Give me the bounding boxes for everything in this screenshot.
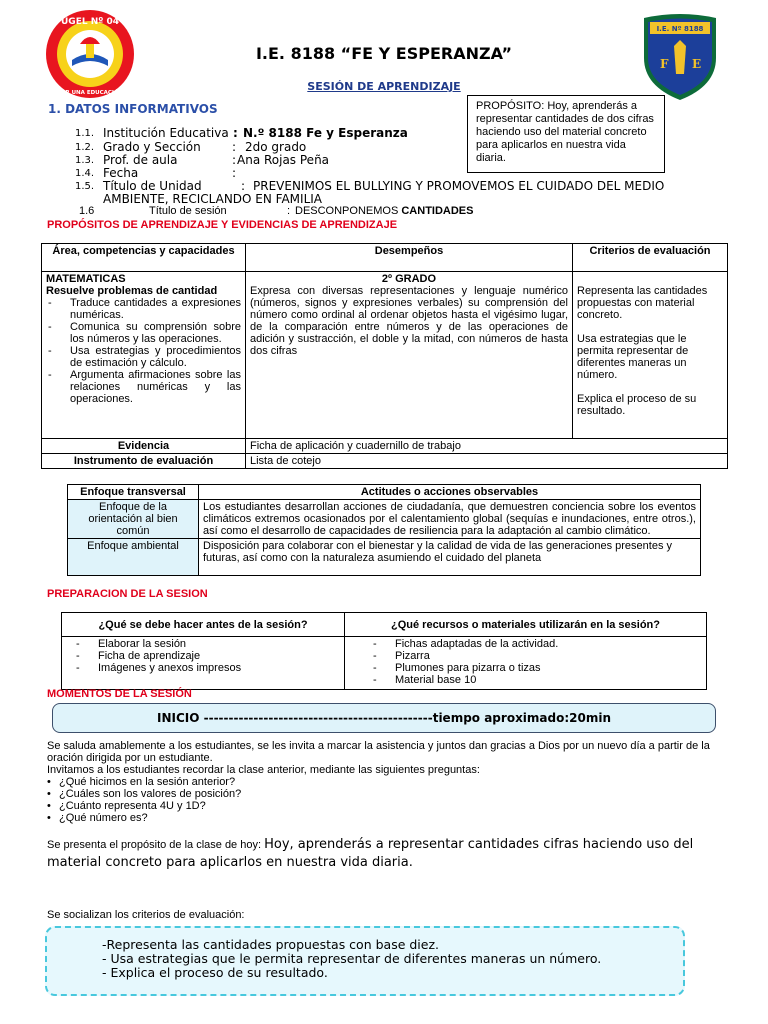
col-area: Área, competencias y capacidades (42, 244, 246, 272)
list-item: - Comunica su comprensión sobre los números y las operaciones. (46, 321, 241, 345)
page-title: I.E. 8188 “FE Y ESPERANZA” (255, 44, 513, 63)
antes-list (66, 638, 340, 674)
questions-list (47, 776, 727, 824)
inicio-banner: INICIO ----------------------------------------------tiempo aproximado:20min (52, 703, 716, 733)
list-item: • ¿Qué hicimos en la sesión anterior? (47, 776, 727, 788)
list-item: - Ficha de aprendizaje (74, 650, 340, 662)
paragraph: Se saluda amablemente a los estudiantes, se les invita a marcar la asistencia y juntos dan gracias a Dios por un nuevo día a partir de la oración dirigida por un estudiante. (47, 740, 710, 764)
list-item: - Usa estrategias y procedimientos de estimación y cálculo. (46, 345, 241, 369)
momentos-body (47, 740, 727, 824)
paragraph: Invitamos a los estudiantes recordar la clase anterior, mediante las siguientes preguntas: (47, 764, 480, 776)
datos-item: 1.4. Fecha : (75, 166, 237, 180)
enfoque-name: Enfoque de la orientación al bien común (68, 500, 199, 539)
datos-item-continued: AMBIENTE, RECICLANDO EN FAMILIA (103, 192, 323, 206)
criteria-intro: Se socializan los criterios de evaluación: (47, 909, 245, 921)
criteria-item: - Usa estrategias que le permita representar de diferentes maneras un número. (102, 951, 602, 966)
capacidades-list (46, 297, 241, 405)
list-item: • ¿Cuánto representa 4U y 1D? (47, 800, 727, 812)
datos-item: 1.1. Institución Educativa : N.º 8188 Fe y Esperanza (75, 126, 408, 140)
list-item: - Plumones para pizarra o tizas (371, 662, 702, 674)
col-actitudes: Actitudes o acciones observables (199, 485, 701, 500)
enfoque-text: Disposición para colaborar con el bienestar y la calidad de vida de las generaciones presentes y futuras, así como con la naturaleza asumiendo el cuidado del planeta (199, 539, 701, 576)
col-enfoque: Enfoque transversal (68, 485, 199, 500)
instrumento-label: Instrumento de evaluación (42, 454, 246, 469)
antes-cell (62, 637, 345, 690)
list-item: • ¿Qué número es? (47, 812, 727, 824)
col-recursos: ¿Qué recursos o materiales utilizarán en la sesión? (345, 613, 707, 637)
purpose-label: PROPÓSITO: (476, 100, 545, 112)
enfoque-text: Los estudiantes desarrollan acciones de ciudadanía, que demuestren conciencia sobre los eventos climáticos extremos ocasionados por el calentamiento global (sequías e inundaciones, entre otros.), así como el desarrollo de capacidades de resiliencia para la adaptación al cambio climático. (199, 500, 701, 539)
list-item: - Elaborar la sesión (74, 638, 340, 650)
recursos-list (349, 638, 702, 686)
datos-item: 1.5. Título de Unidad : PREVENIMOS EL BULLYING Y PROMOVEMOS EL CUIDADO DEL MEDIO (75, 179, 665, 193)
area-cell: MATEMATICAS Resuelve problemas de cantidad - Traduce cantidades a expresiones numéricas. - Comunica su comprensión sobre los números y las operaciones. - Usa estrategias y procedimientos de estimación y cálculo. - Argumenta afirmaciones sobre las relaciones numéricas y las operaciones. (42, 272, 246, 439)
datos-heading: 1. DATOS INFORMATIVOS (48, 102, 218, 116)
col-antes: ¿Qué se debe hacer antes de la sesión? (62, 613, 345, 637)
list-item: • ¿Cuáles son los valores de posición? (47, 788, 727, 800)
datos-item-16: 1.6 Título de sesión : DESCONPONEMOS CANTIDADES (79, 205, 474, 217)
col-criterios: Criterios de evaluación (573, 244, 728, 272)
recursos-cell (345, 637, 707, 690)
propositos-heading: PROPÓSITOS DE APRENDIZAJE Y EVIDENCIAS DE APRENDIZAJE (47, 219, 398, 231)
col-desempenos: Desempeños (246, 244, 573, 272)
svg-text:E: E (692, 57, 702, 71)
evidencia-label: Evidencia (42, 439, 246, 454)
purpose-paragraph (47, 836, 715, 872)
evidencia-value: Ficha de aplicación y cuadernillo de trabajo (246, 439, 728, 454)
instrumento-value: Lista de cotejo (246, 454, 728, 469)
svg-text:F: F (660, 57, 669, 71)
datos-list (75, 127, 675, 206)
momentos-heading: MOMENTOS DE LA SESIÓN (47, 688, 192, 700)
preparacion-table (61, 612, 707, 690)
purpose-text: Hoy, aprenderás a representar cantidades de dos cifras haciendo uso del material concreto para aplicarlos en nuestra vida diaria. (476, 100, 654, 164)
criterios-cell: Representa las cantidades propuestas con material concreto. Usa estrategias que le permita representar de diferentes maneras un número. Explica el proceso de su resultado. (573, 272, 728, 439)
enfoque-name: Enfoque ambiental (68, 539, 199, 576)
criteria-item: - Explica el proceso de su resultado. (102, 965, 328, 980)
propositos-table (41, 243, 728, 469)
svg-text:POR UNA EDUCACIÓN: POR UNA EDUCACIÓN (56, 90, 124, 96)
purpose-lead: Se presenta el propósito de la clase de hoy: (47, 839, 265, 851)
ugel-logo-text: UGEL Nº 04 (61, 17, 119, 27)
list-item: - Imágenes y anexos impresos (74, 662, 340, 674)
preparacion-heading: PREPARACION DE LA SESION (47, 588, 208, 600)
crest-text: I.E. Nº 8188 (656, 25, 704, 33)
list-item: - Material base 10 (371, 674, 702, 686)
page-subtitle: SESIÓN DE APRENDIZAJE (307, 80, 461, 93)
criteria-box (45, 926, 685, 996)
list-item: - Pizarra (371, 650, 702, 662)
list-item: - Traduce cantidades a expresiones numéricas. (46, 297, 241, 321)
criteria-item: -Representa las cantidades propuestas con base diez. (102, 937, 439, 952)
datos-item: 1.2. Grado y Sección : 2do grado (75, 140, 307, 154)
list-item: - Fichas adaptadas de la actividad. (371, 638, 702, 650)
purpose-statement: Hoy, aprenderás a representar cantidades cifras haciendo uso del material concreto para aplicarlos en nuestra vida diaria. (47, 837, 694, 870)
list-item: - Argumenta afirmaciones sobre las relaciones numéricas y las operaciones. (46, 369, 241, 405)
datos-item: 1.3. Prof. de aula : Ana Rojas Peña (75, 153, 330, 167)
desempeno-cell: 2º GRADO Expresa con diversas representaciones y lenguaje numérico (números, signos y expresiones verbales) su comprensión del número como ordinal al ordenar objetos hasta el vigésimo lugar, de la comparación entre números y de las operaciones de adición y sustracción, el doble y la mitad, con números de hasta dos cifras (246, 272, 573, 439)
enfoques-table (67, 484, 701, 576)
